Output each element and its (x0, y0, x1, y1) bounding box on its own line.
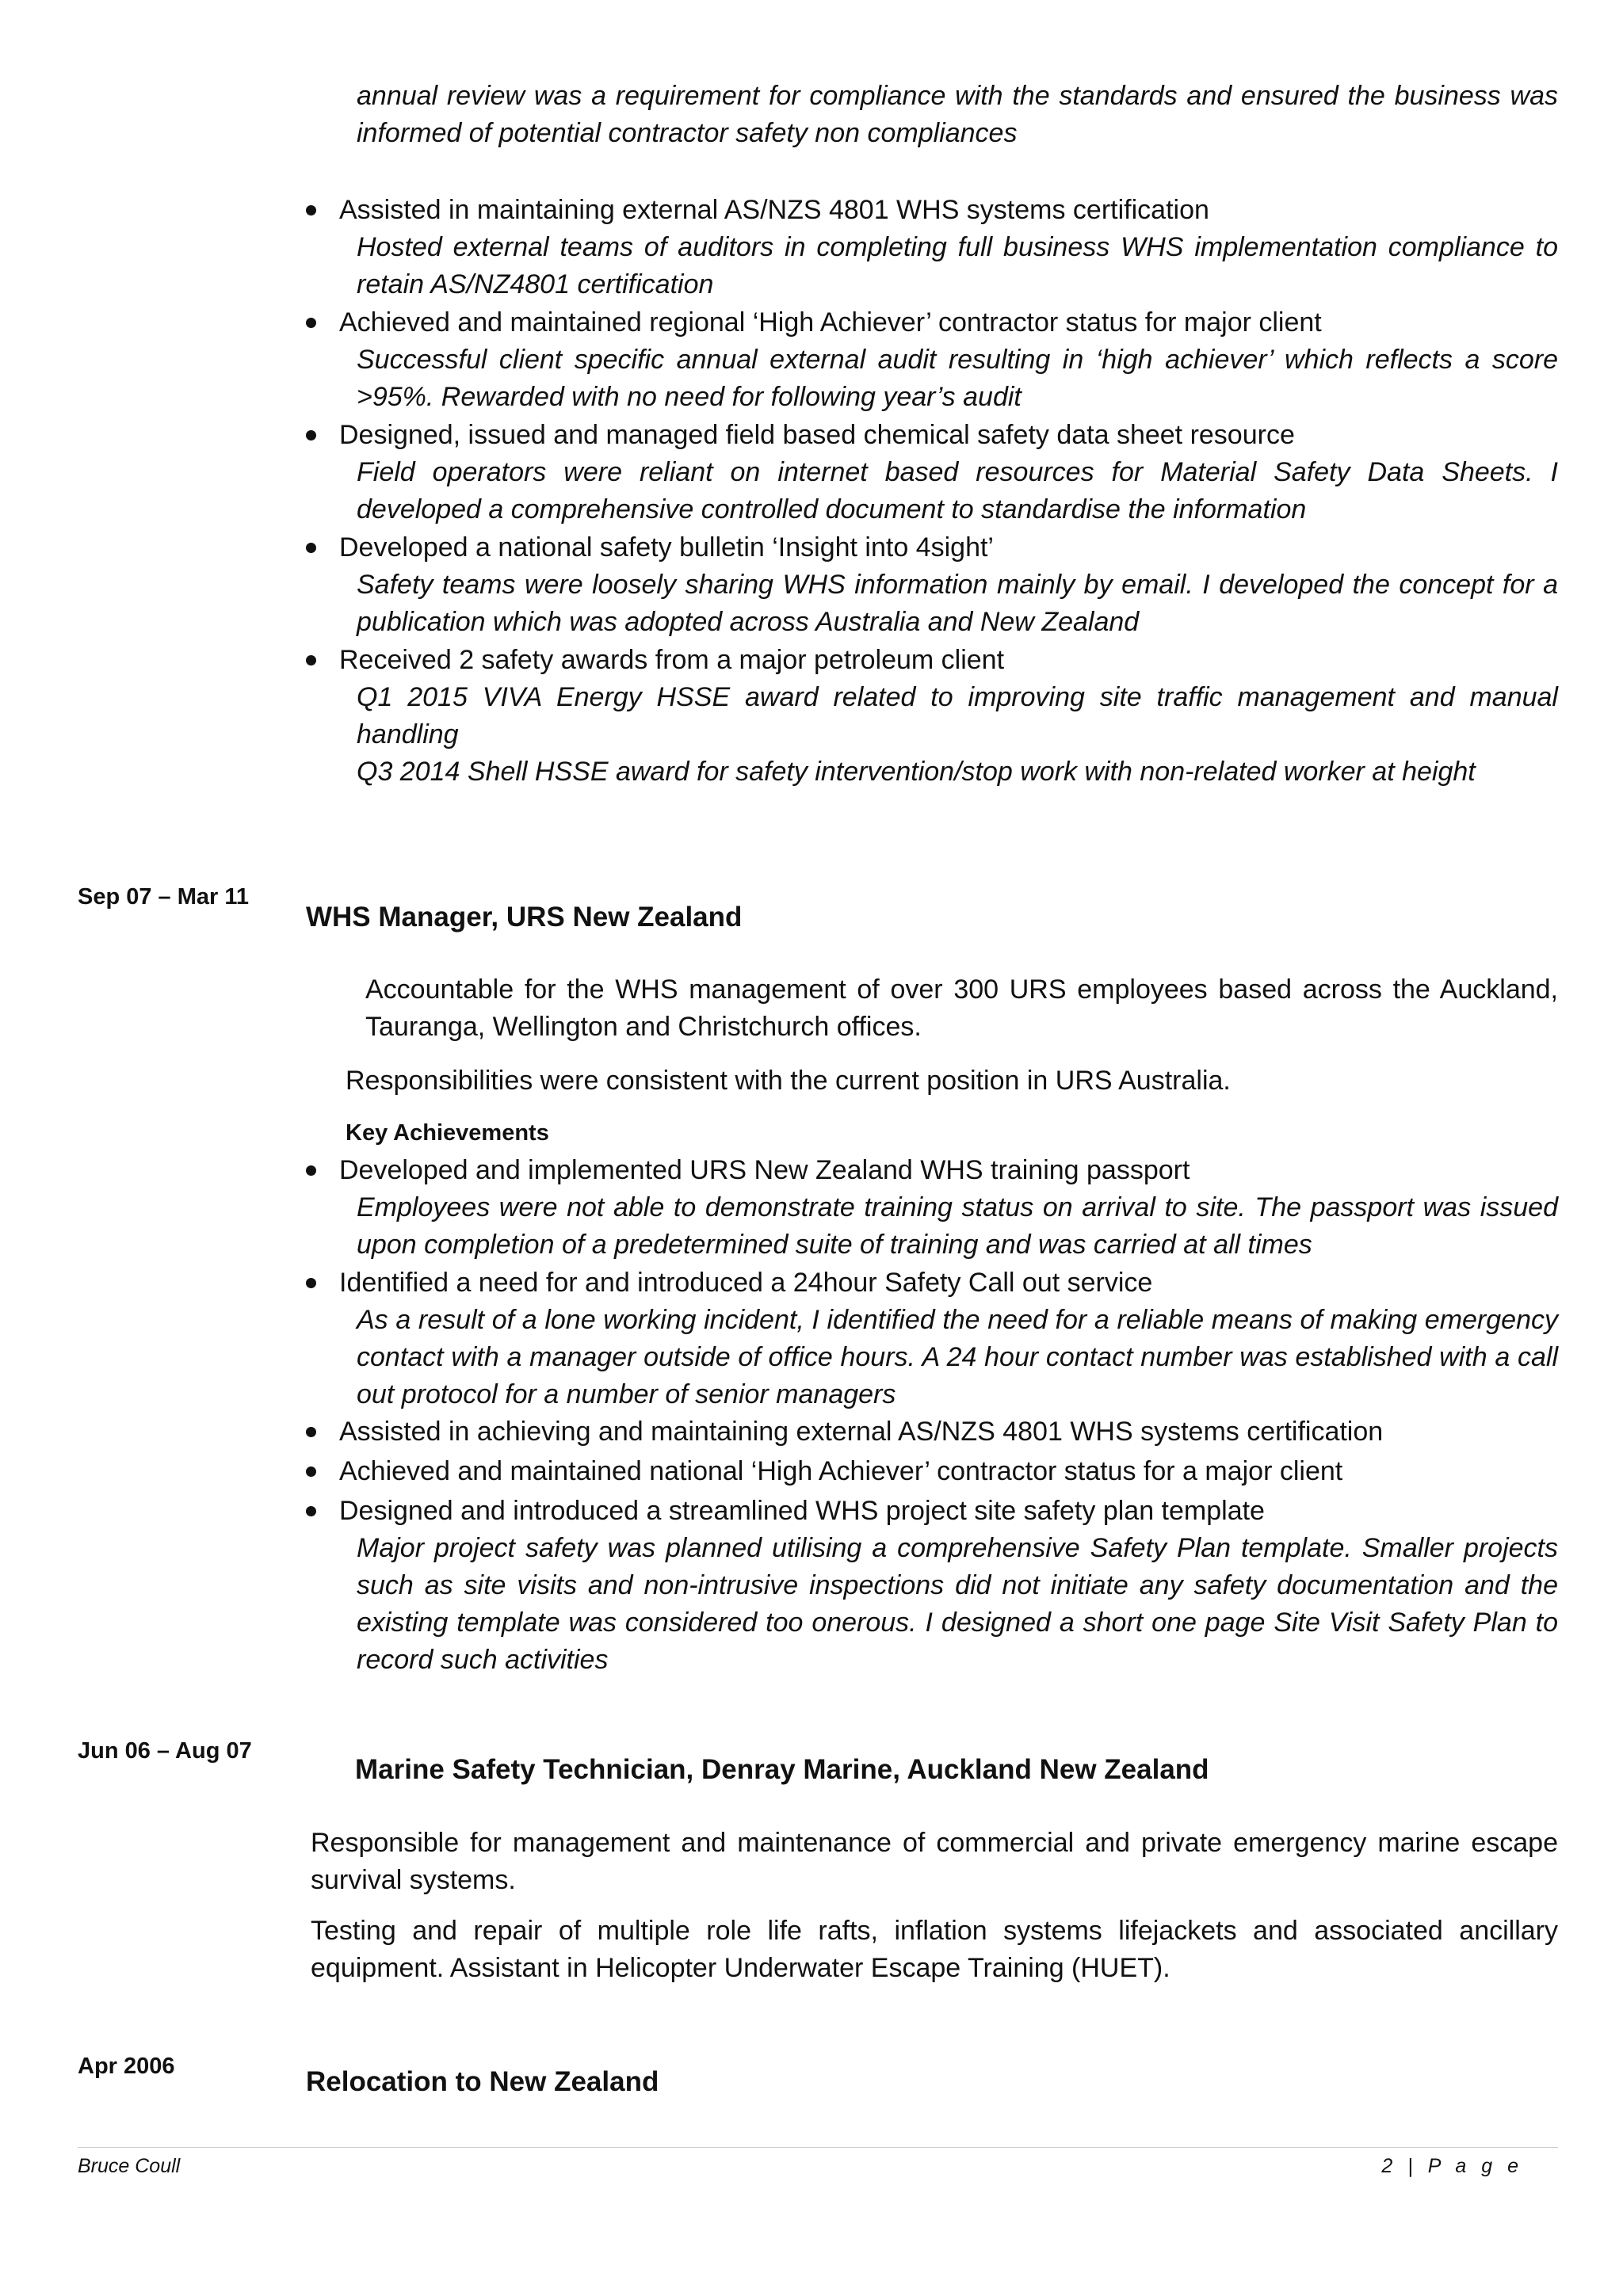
footer-page-number: 2 | P a g e (1381, 2155, 1523, 2177)
bullet-icon (306, 655, 316, 666)
role-date: Sep 07 – Mar 11 (78, 884, 250, 910)
achievement-heading: Identified a need for and introduced a 24hour Safety Call out service (339, 1268, 1153, 1298)
achievement-detail: Q3 2014 Shell HSSE award for safety intervention/stop work with non-related worker at height (357, 757, 1476, 787)
achievement-detail: Q1 2015 VIVA Energy HSSE award related to improving site traffic management and manual handling (357, 682, 1558, 749)
footer-divider (78, 2147, 1558, 2148)
continuation-text: annual review was a requirement for compliance with the standards and ensured the business was informed of potential contractor safety non compliances (357, 81, 1558, 148)
bullet-icon (306, 1466, 316, 1477)
achievement-heading: Designed and introduced a streamlined WHS project site safety plan template (339, 1496, 1265, 1526)
bullet-icon (306, 430, 316, 441)
bullet-icon (306, 205, 316, 215)
achievement-heading: Designed, issued and managed field based chemical safety data sheet resource (339, 420, 1295, 450)
bullet-icon (306, 1278, 316, 1288)
achievement-detail: Employees were not able to demonstrate training status on arrival to site. The passport was issued upon completion of a predetermined suite of training and was carried at all times (357, 1192, 1558, 1260)
role-title: Marine Safety Technician, Denray Marine, Auckland New Zealand (355, 1754, 1209, 1785)
role-title: WHS Manager, URS New Zealand (306, 902, 743, 933)
bullet-icon (306, 1506, 316, 1516)
achievement-heading: Received 2 safety awards from a major petroleum client (339, 645, 1005, 675)
achievement-heading: Assisted in maintaining external AS/NZS 4801 WHS systems certification (339, 195, 1209, 225)
achievement-detail: Field operators were reliant on internet based resources for Material Safety Data Sheets. I developed a comprehensive controlled document to standardise the information (357, 457, 1558, 524)
achievement-detail: As a result of a lone working incident, I identified the need for a reliable means of making emergency contact with a manager outside of office hours. A 24 hour contact number was established with a call out protocol for a number of senior managers (357, 1305, 1558, 1409)
achievement-heading: Achieved and maintained national ‘High Achiever’ contractor status for a major client (339, 1456, 1343, 1486)
achievement-detail: Major project safety was planned utilising a comprehensive Safety Plan template. Smaller projects such as site visits and non-intrusive inspections did not initiate any safety documentation and the existing template was considered too onerous. I designed a short one page Site Visit Safety Plan to record such activities (357, 1533, 1558, 1675)
bullet-icon (306, 543, 316, 553)
bullet-icon (306, 1427, 316, 1437)
role-description: Responsibilities were consistent with the current position in URS Australia. (346, 1066, 1231, 1096)
achievement-detail: Safety teams were loosely sharing WHS information mainly by email. I developed the concept for a publication which was adopted across Australia and New Zealand (357, 570, 1558, 637)
achievement-heading: Developed a national safety bulletin ‘Insight into 4sight’ (339, 532, 994, 563)
role-date: Jun 06 – Aug 07 (78, 1738, 252, 1764)
bullet-icon (306, 318, 316, 328)
achievement-detail: Hosted external teams of auditors in completing full business WHS implementation compliance to retain AS/NZ4801 certification (357, 232, 1558, 299)
role-date: Apr 2006 (78, 2054, 175, 2079)
achievement-heading: Developed and implemented URS New Zealand WHS training passport (339, 1155, 1190, 1185)
bullet-icon (306, 1165, 316, 1176)
role-description: Responsible for management and maintenance of commercial and private emergency marine escape survival systems. (311, 1828, 1558, 1895)
role-description: Testing and repair of multiple role life rafts, inflation systems lifejackets and associated ancillary equipment. Assistant in Helicopter Underwater Escape Training (HUET). (311, 1916, 1558, 1983)
footer-author: Bruce Coull (78, 2155, 181, 2177)
role-description: Accountable for the WHS management of over 300 URS employees based across the Auckland, Tauranga, Wellington and Christchurch offices. (365, 974, 1558, 1042)
achievement-heading: Assisted in achieving and maintaining external AS/NZS 4801 WHS systems certification (339, 1417, 1384, 1447)
achievement-detail: Successful client specific annual external audit resulting in ‘high achiever’ which reflects a score >95%. Rewarded with no need for following year’s audit (357, 345, 1558, 412)
achievement-heading: Achieved and maintained regional ‘High Achiever’ contractor status for major client (339, 307, 1322, 338)
key-achievements-heading: Key Achievements (346, 1120, 549, 1146)
role-title: Relocation to New Zealand (306, 2066, 659, 2097)
